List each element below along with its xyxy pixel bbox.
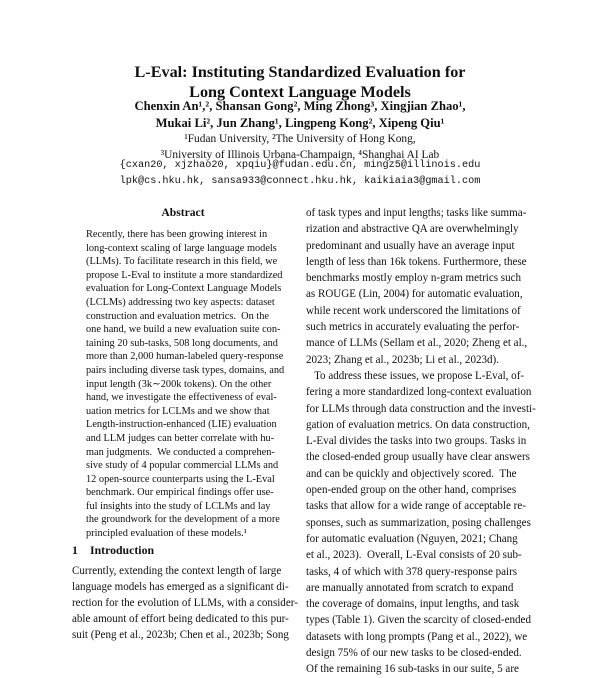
title-line: L-Eval: Instituting Standardized Evaluation for xyxy=(134,63,466,81)
intro-line: able amount of effort being dedicated to this pur- xyxy=(72,613,289,625)
section-heading xyxy=(72,543,154,558)
body-line: tasks that allow for a wide range of acceptable re- xyxy=(306,500,526,513)
intro-line: language models has emerged as a significant di- xyxy=(72,581,289,593)
body-line: sponses, such as summarization, posing challenges xyxy=(306,516,531,529)
affiliation-line: ¹Fudan University, ²The University of Hong Kong, xyxy=(184,133,416,145)
body-line: for LLMs through data construction and the investi- xyxy=(306,402,536,415)
abstract-line: taining 20 sub-tasks, 508 long documents, and xyxy=(86,337,278,349)
abstract-line: one hand, we build a new evaluation suite con- xyxy=(86,324,281,336)
body-line: predominant and usually have an average input xyxy=(306,239,515,252)
abstract-line: construction and evaluation metrics. On the xyxy=(86,310,269,322)
author-emails xyxy=(0,158,600,190)
email-line: lpk@cs.hku.hk, sansa933@connect.hku.hk, kaikiaia3@gmail.com xyxy=(119,176,481,187)
body-line: 2023; Zhang et al., 2023b; Li et al., 2023d). xyxy=(306,353,499,366)
body-line: such metrics in accurately evaluating the perfor- xyxy=(306,321,520,334)
section-title: Introduction xyxy=(90,543,155,557)
body-line: the closed-ended group usually have clear answers xyxy=(306,451,530,464)
abstract-line: input length (3k∼200k tokens). On the other xyxy=(86,378,272,390)
body-line: open-ended group on the other hand, comprises xyxy=(306,484,517,497)
body-line: gation of evaluation metrics. On data construction, xyxy=(306,418,530,431)
body-line: design 75% of our new tasks to be closed-ended. xyxy=(306,647,522,660)
abstract-line: and LLM judges can better correlate with hu- xyxy=(86,432,275,444)
body-line: for automatic evaluation (Nguyen, 2021; Chang xyxy=(306,532,518,545)
affiliation-line: ³University of Illinois Urbana-Champaign, ⁴Shanghai AI Lab xyxy=(160,149,440,161)
body-line: fering a more standardized long-context evaluation xyxy=(306,386,532,399)
body-line: tasks, 4 of which with 378 query-response pairs xyxy=(306,565,518,578)
section-number: 1 xyxy=(72,543,78,557)
abstract-line: benchmark. Our empirical findings offer use- xyxy=(86,487,274,499)
paper-title xyxy=(0,62,600,102)
body-line: the coverage of domains, input lengths, and task xyxy=(306,598,520,611)
email-line: {cxan20, xjzhao20, xpqiu}@fudan.edu.cn, mingz5@illinois.edu xyxy=(119,160,481,171)
abstract-line: more than 2,000 human-labeled query-response xyxy=(86,351,284,363)
author-line: Chenxin An¹,², Shansan Gong², Ming Zhong³, Xingjian Zhao¹, xyxy=(134,99,466,113)
abstract-line: 12 open-source counterparts using the L-Eval xyxy=(86,473,275,485)
title-line: Long Context Language Models xyxy=(189,83,411,101)
body-line: types (Table 1). Given the scarcity of closed-ended xyxy=(306,614,531,627)
abstract-line: hand, we investigate the effectiveness of eval- xyxy=(86,392,277,404)
body-line: of task types and input lengths; tasks like summa- xyxy=(306,207,527,219)
body-line: length of less than 16k tokens. Furthermore, these xyxy=(306,255,527,268)
abstract-line: Length-instruction-enhanced (LIE) evaluation xyxy=(86,419,277,431)
body-line: mance of LLMs (Sellam et al., 2020; Zheng et al., xyxy=(306,337,528,350)
body-line: L-Eval divides the tasks into two groups. Tasks in xyxy=(306,435,527,448)
right-column-body xyxy=(306,205,534,678)
abstract-line: principled evaluation of these models.¹ xyxy=(86,528,247,540)
abstract-line: long-context scaling of large language models xyxy=(86,242,277,254)
intro-line: rection for the evolution of LLMs, with a consider- xyxy=(72,597,298,609)
abstract-line: evaluation for Long-Context Language Models xyxy=(86,283,282,295)
body-line: et al., 2023). Overall, L-Eval consists of 20 sub- xyxy=(306,549,522,562)
abstract-line: ful insights into the study of LCLMs and lay xyxy=(86,500,271,512)
abstract-heading: Abstract xyxy=(161,206,205,219)
abstract-line: (LLMs). To facilitate research in this field, we xyxy=(86,256,278,268)
author-line: Mukai Li², Jun Zhang¹, Lingpeng Kong², Xipeng Qiu¹ xyxy=(155,116,445,130)
body-line: and can be quickly and objectively scored. The xyxy=(306,467,517,480)
body-line: while recent work underscored the limitations of xyxy=(306,304,521,317)
abstract-line: uation metrics for LCLMs and we show that xyxy=(86,405,270,417)
body-line: Of the remaining 16 sub-tasks in our suite, 5 are xyxy=(306,663,519,676)
body-line: are manually annotated from scratch to expand xyxy=(306,581,514,594)
intro-line: Currently, extending the context length of large xyxy=(72,565,282,577)
abstract-line: (LCLMs) addressing two key aspects: dataset xyxy=(86,296,275,308)
abstract-line: man judgments. We conducted a comprehen- xyxy=(86,446,275,458)
abstract-line: Recently, there has been growing interest in xyxy=(86,229,268,240)
body-line: benchmarks mostly employ n-gram metrics such xyxy=(306,272,522,285)
abstract-line: propose L-Eval to institute a more standardized xyxy=(86,269,283,281)
body-line: datasets with long prompts (Pang et al., 2022), we xyxy=(306,630,528,643)
body-line: rization and abstractive QA are overwhelmingly xyxy=(306,223,519,236)
body-line: as ROUGE (Lin, 2004) for automatic evaluation, xyxy=(306,288,523,301)
intro-line: suit (Peng et al., 2023b; Chen et al., 2023b; Song xyxy=(72,629,289,641)
author-list xyxy=(0,98,600,132)
abstract-body xyxy=(86,228,288,541)
abstract-line: pairs including diverse task types, domains, and xyxy=(86,364,285,376)
abstract-line: sive study of 4 popular commercial LLMs and xyxy=(86,460,279,472)
abstract-line: the groundwork for the development of a more xyxy=(86,514,280,526)
body-line: To address these issues, we propose L-Eval, of- xyxy=(306,369,525,382)
introduction-body xyxy=(72,563,296,643)
